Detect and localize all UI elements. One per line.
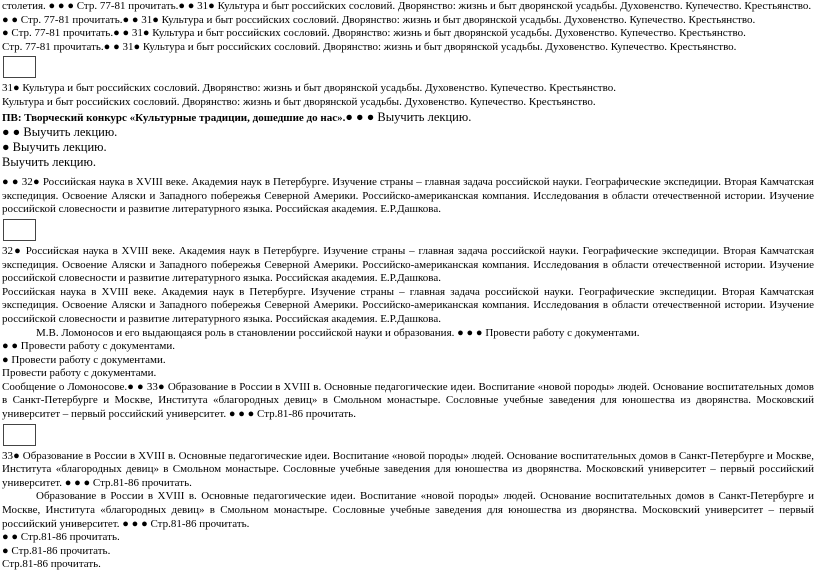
text-paragraph: 33● Образование в России в XVIII в. Основные педагогические идеи. Воспитание «новой породы» людей. Основание воспитательных домов в Санкт-Петербурге и Москве, Института «благородных девиц» в Смольном монастыре. Сословные учебные заведения для юношества из дворянства. Московский университет – первый российский университет. ● ● ● Стр.81-86 прочитать. <box>2 449 814 489</box>
text-line: столетия. ● ● ● Стр. 77-81 прочитать.● ● 31● Культура и быт российских сословий. Дворянство: жизнь и быт дворянской усадьбы. Духовенство. Купечество. Крестьянство. <box>2 0 812 12</box>
text-paragraph: ● ● 32● Российская наука в XVIII веке. Академия наук в Петербурге. Изучение страны – главная задача российской науки. Географические экспедиции. Вторая Камчатская экспедиция. Освоение Аляски и Западного побережья Северной Америки. Российско-американская компания. Исследования в области отечественной истории. Изучение российской словесности и развитие литературного языка. Российская академия. Е.Р.Дашкова. <box>2 176 814 216</box>
text-paragraph: Сообщение о Ломоносове.● ● 33● Образование в России в XVIII в. Основные педагогические идеи. Воспитание «новой породы» людей. Основание воспитательных домов в Санкт-Петербурге и Москве, Института «благородных девиц» в Смольном монастыре. Сословные учебные заведения для юношества из дворянства. Московский университет – первый российский университет. ● ● ● Стр.81-86 прочитать. <box>2 380 814 421</box>
text-line: Стр.81-86 прочитать. <box>2 558 101 571</box>
text-line: М.В. Ломоносов и его выдающаяся роль в становлении российской науки и образования. ● ● ● Провести работу с документами. <box>36 326 640 339</box>
frame-box <box>3 219 36 241</box>
text-line: Выучить лекцию. <box>2 155 96 170</box>
text-line: 31● Культура и быт российских сословий. Дворянство: жизнь и быт дворянской усадьбы. Духовенство. Купечество. Крестьянство. <box>2 82 616 95</box>
contest-title: ПВ: Творческий конкурс «Культурные традиции, дошедшие до нас». <box>2 111 346 124</box>
text-line: Культура и быт российских сословий. Дворянство: жизнь и быт дворянской усадьбы. Духовенство. Купечество. Крестьянство. <box>2 95 596 108</box>
assignment-text: ● ● ● Выучить лекцию. <box>345 109 472 124</box>
frame-box <box>3 56 36 78</box>
text-line: ● ● Выучить лекцию. <box>2 125 118 140</box>
text-line: ● ● Стр. 77-81 прочитать.● ● 31● Культура и быт российских сословий. Дворянство: жизнь и быт дворянской усадьбы. Духовенство. Купечество. Крестьянство. <box>2 13 756 26</box>
text-paragraph: Российская наука в XVIII веке. Академия наук в Петербурге. Изучение страны – главная задача российской науки. Географические экспедиции. Вторая Камчатская экспедиция. Освоение Аляски и Западного побережья Северной Америки. Российско-американская компания. Исследования в области отечественной истории. Изучение российской словесности и развитие литературного языка. Российская академия. Е.Р.Дашкова. <box>2 285 814 325</box>
text-line: ● Стр.81-86 прочитать. <box>2 544 111 557</box>
assignment-line <box>2 110 814 126</box>
text-line: Стр. 77-81 прочитать.● ● 31● Культура и быт российских сословий. Дворянство: жизнь и быт дворянской усадьбы. Духовенство. Купечество. Крестьянство. <box>2 40 737 53</box>
text-line: ● ● Стр.81-86 прочитать. <box>2 531 120 544</box>
text-line: ● ● Провести работу с документами. <box>2 340 176 353</box>
text-line: ● Выучить лекцию. <box>2 140 107 155</box>
text-paragraph: 32● Российская наука в XVIII веке. Академия наук в Петербурге. Изучение страны – главная задача российской науки. Географические экспедиции. Вторая Камчатская экспедиция. Освоение Аляски и Западного побережья Северной Америки. Российско-американская компания. Исследования в области отечественной истории. Изучение российской словесности и развитие литературного языка. Российская академия. Е.Р.Дашкова. <box>2 244 814 285</box>
text-line: Провести работу с документами. <box>2 367 157 380</box>
text-line: ● Провести работу с документами. <box>2 353 166 366</box>
frame-box <box>3 424 36 446</box>
text-paragraph: Образование в России в XVIII в. Основные педагогические идеи. Воспитание «новой породы» людей. Основание воспитательных домов в Санкт-Петербурге и Москве, Института «благородных девиц» в Смольном монастыре. Сословные учебные заведения для юношества из дворянства. Московский университет – первый российский университет. ● ● ● Стр.81-86 прочитать. <box>2 490 814 530</box>
text-line: ● Стр. 77-81 прочитать.● ● 31● Культура и быт российских сословий. Дворянство: жизнь и быт дворянской усадьбы. Духовенство. Купечество. Крестьянство. <box>2 27 746 40</box>
